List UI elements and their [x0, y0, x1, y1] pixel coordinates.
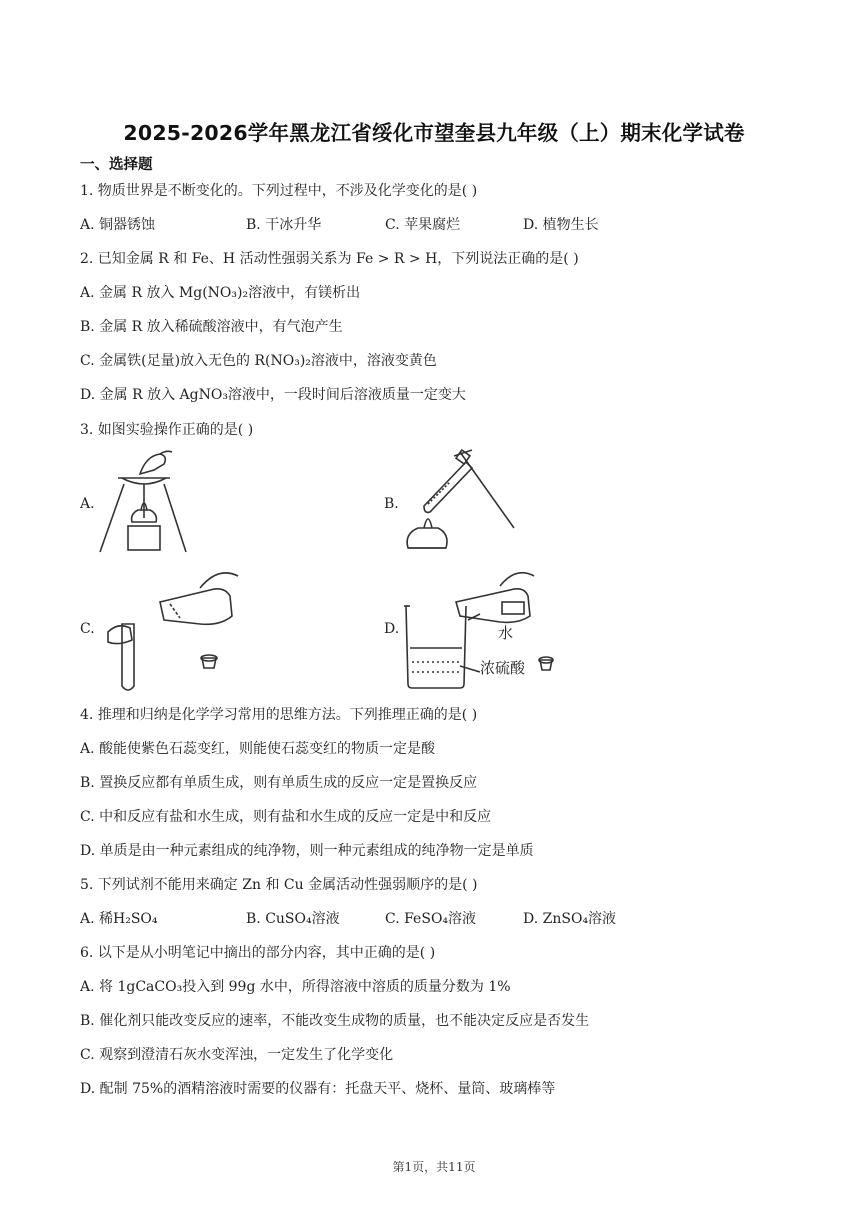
question-2-option-b: B. 金属 R 放入稀硫酸溶液中，有气泡产生: [80, 319, 343, 335]
question-4-option-c: C. 中和反应有盐和水生成，则有盐和水生成的反应一定是中和反应: [80, 809, 492, 825]
question-6-option-c: C. 观察到澄清石灰水变浑浊，一定发生了化学变化: [80, 1047, 394, 1063]
question-1-option-d: D. 植物生长: [523, 217, 599, 233]
question-4-option-a: A. 酸能使紫色石蕊变红，则能使石蕊变红的物质一定是酸: [80, 741, 436, 757]
question-5-option-d: D. ZnSO₄溶液: [523, 911, 617, 927]
question-5-stem: 5. 下列试剂不能用来确定 Zn 和 Cu 金属活动性强弱顺序的是( ): [80, 877, 478, 893]
question-1-option-a: A. 铜器锈蚀: [80, 217, 156, 233]
question-4-stem: 4. 推理和归纳是化学学习常用的思维方法。下列推理正确的是( ): [80, 707, 478, 723]
question-3-stem: 3. 如图实验操作正确的是( ): [80, 422, 254, 438]
question-2-option-a: A. 金属 R 放入 Mg(NO₃)₂溶液中，有镁析出: [80, 285, 361, 301]
question-1-option-b: B. 干冰升华: [246, 217, 322, 233]
label-concentrated-sulfuric-acid: 浓硫酸: [480, 659, 526, 677]
question-4-option-d: D. 单质是由一种元素组成的纯净物，则一种元素组成的纯净物一定是单质: [80, 843, 534, 859]
figure-d-label: D.: [384, 621, 400, 637]
figure-c-pouring-liquid: [100, 562, 250, 694]
label-water: 水: [498, 624, 514, 642]
question-1-option-c: C. 苹果腐烂: [385, 217, 461, 233]
question-5-option-b: B. CuSO₄溶液: [246, 911, 340, 927]
question-6-stem: 6. 以下是从小明笔记中摘出的部分内容，其中正确的是( ): [80, 945, 436, 961]
question-6-option-d: D. 配制 75%的酒精溶液时需要的仪器有：托盘天平、烧杯、量筒、玻璃棒等: [80, 1081, 556, 1097]
question-5-option-a: A. 稀H₂SO₄: [80, 911, 158, 927]
question-2-stem: 2. 已知金属 R 和 Fe、H 活动性强弱关系为 Fe > R > H，下列说法正确的是( ): [80, 251, 579, 267]
question-5-option-c: C. FeSO₄溶液: [385, 911, 477, 927]
question-6-option-b: B. 催化剂只能改变反应的速率，不能改变生成物的质量，也不能决定反应是否发生: [80, 1013, 590, 1029]
section-heading: 一、选择题: [80, 157, 153, 173]
question-4-option-b: B. 置换反应都有单质生成，则有单质生成的反应一定是置换反应: [80, 775, 478, 791]
figure-b-label: B.: [384, 496, 399, 512]
question-2-option-d: D. 金属 R 放入 AgNO₃溶液中，一段时间后溶液质量一定变大: [80, 387, 466, 403]
question-2-option-c: C. 金属铁(足量)放入无色的 R(NO₃)₂溶液中，溶液变黄色: [80, 353, 437, 369]
figure-a-evaporation-setup: [94, 448, 194, 556]
figure-a-label: A.: [80, 496, 95, 512]
figure-b-heating-test-tube: [398, 448, 522, 558]
page-footer: 第1页，共11页: [392, 1160, 476, 1174]
figure-c-label: C.: [80, 621, 95, 637]
page-title: 2025-2026学年黑龙江省绥化市望奎县九年级（上）期末化学试卷: [123, 121, 745, 145]
question-1-stem: 1. 物质世界是不断变化的。下列过程中，不涉及化学变化的是( ): [80, 183, 478, 199]
question-6-option-a: A. 将 1gCaCO₃投入到 99g 水中，所得溶液中溶质的质量分数为 1%: [80, 979, 511, 995]
